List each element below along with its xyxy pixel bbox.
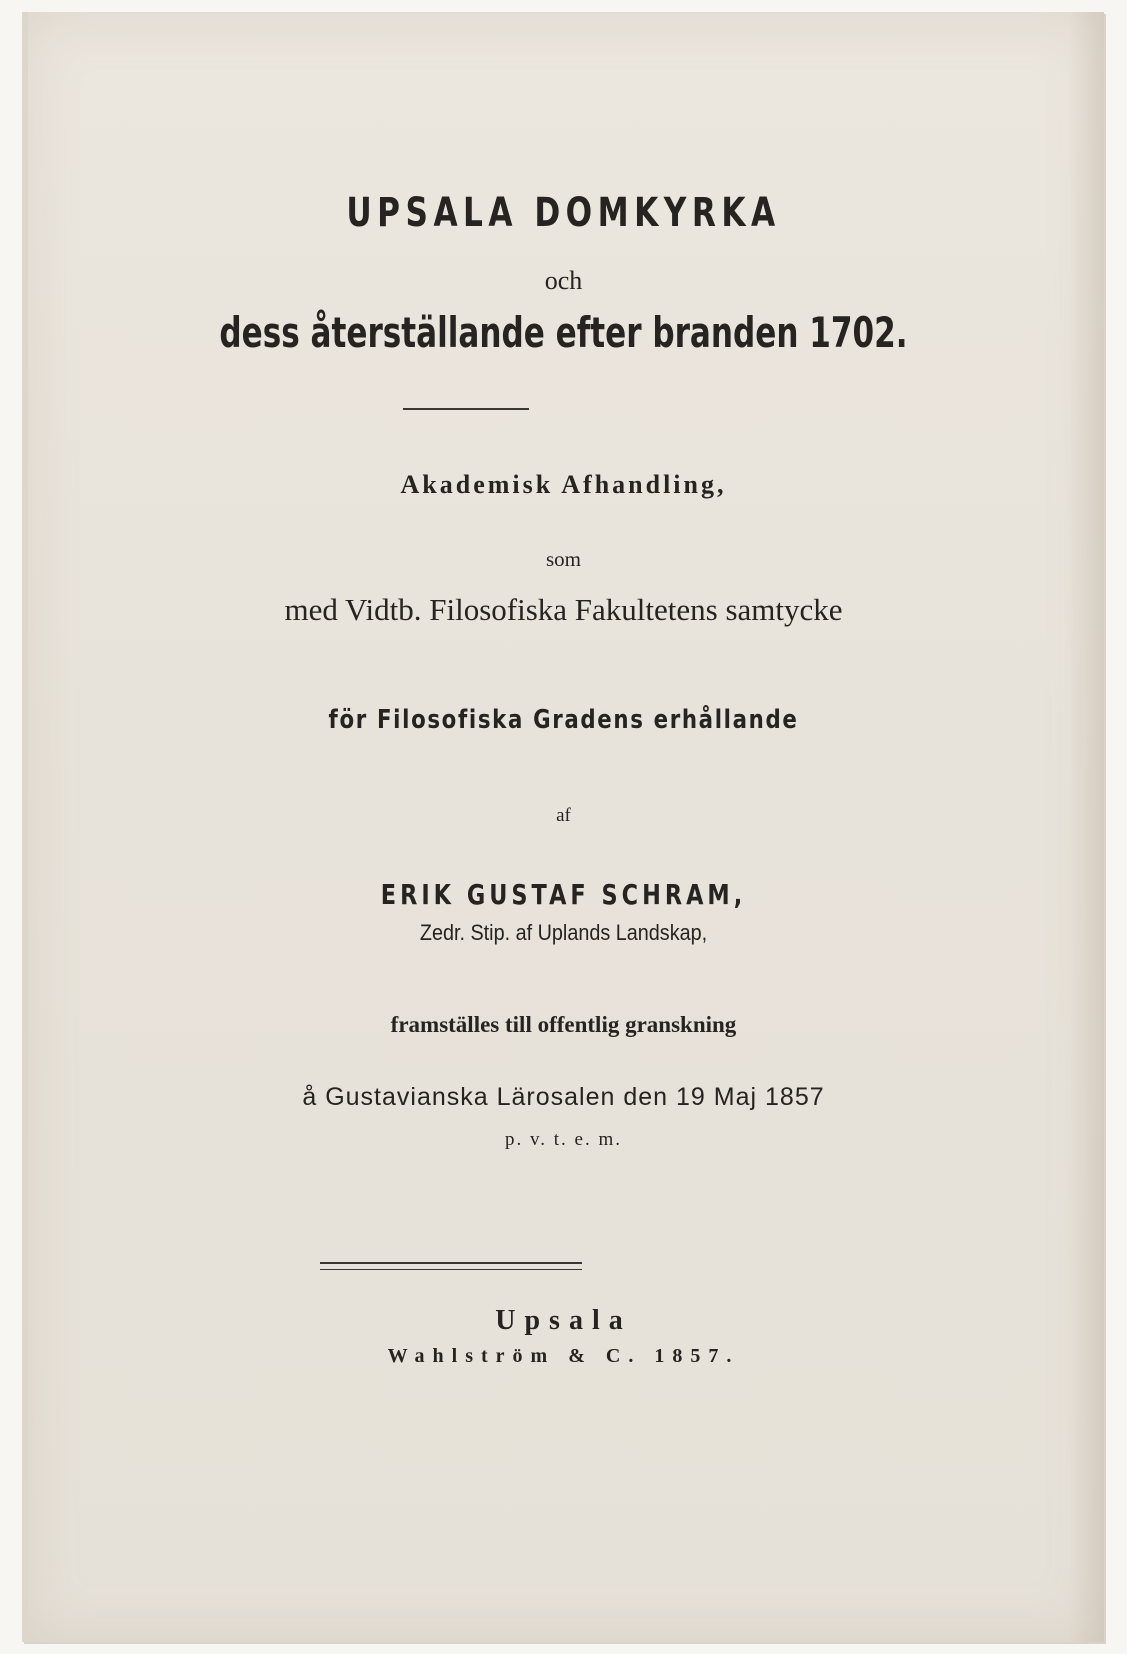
- venue-line: å Gustavianska Lärosalen den 19 Maj 1857: [302, 1083, 825, 1111]
- time-line: p. v. t. e. m.: [504, 1129, 622, 1150]
- author-note: Zedr. Stip. af Uplands Landskap,: [419, 920, 708, 945]
- imprint-city: Upsala: [495, 1305, 632, 1336]
- author-name: ERIK GUSTAF SCHRAM,: [380, 878, 747, 911]
- imprint-publisher: Wahlström & C. 1857.: [387, 1345, 740, 1367]
- double-divider: [320, 1262, 582, 1270]
- document-subtitle: dess återställande efter branden 1702.: [219, 308, 908, 357]
- connector-af: af: [556, 805, 571, 826]
- document-title: UPSALA DOMKYRKA: [346, 190, 781, 236]
- consent-line: med Vidtb. Filosofiska Fakultetens samtycke: [284, 592, 843, 627]
- conjunction-och: och: [544, 266, 583, 295]
- presentation-line: framställes till offentlig granskning: [390, 1012, 737, 1037]
- connector-som: som: [545, 547, 581, 571]
- short-divider: [403, 408, 529, 410]
- purpose-line: för Filosofiska Gradens erhållande: [328, 705, 799, 735]
- genre-line: Akademisk Afhandling,: [400, 470, 727, 499]
